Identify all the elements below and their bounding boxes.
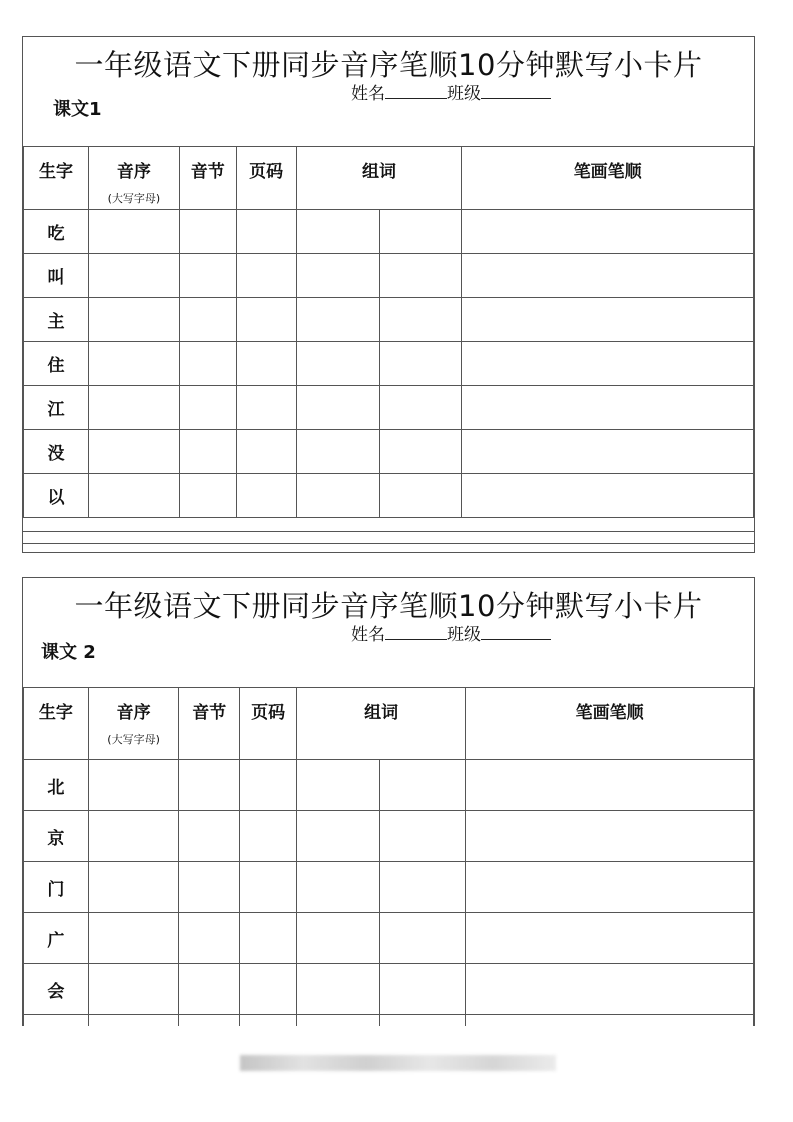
class-blank[interactable] [481,84,551,99]
order-cell[interactable] [88,760,179,811]
word-cell[interactable] [296,210,379,254]
char-cell: 吃 [24,210,89,254]
header-words: 组词 [297,688,466,760]
word-cell[interactable] [379,474,462,518]
char-cell: 北 [24,760,89,811]
table-row [24,862,754,913]
name-blank[interactable] [385,84,447,99]
strokes-cell[interactable] [462,254,754,298]
strokes-cell[interactable] [462,430,754,474]
strokes-cell[interactable] [462,386,754,430]
order-cell[interactable] [88,298,179,342]
footer-lines [23,517,754,553]
word-cell[interactable] [379,811,466,862]
char-cell: 住 [24,342,89,386]
header-char: 生字 [24,688,89,760]
syllable-cell[interactable] [179,210,236,254]
table-row [24,386,754,430]
word-cell[interactable] [296,474,379,518]
blurred-watermark [240,1055,556,1071]
strokes-cell[interactable] [462,298,754,342]
word-cell[interactable] [379,862,466,913]
word-cell[interactable] [296,342,379,386]
card-header [23,37,754,147]
name-blank[interactable] [385,625,447,640]
table-row [24,913,754,964]
header-order [88,688,179,760]
syllable-cell[interactable] [179,254,236,298]
char-cell: 广 [24,913,89,964]
page-cell[interactable] [240,862,297,913]
table-row [24,760,754,811]
divider [23,531,754,532]
word-cell[interactable] [379,430,462,474]
divider [23,543,754,544]
char-cell: 京 [24,811,89,862]
order-cell[interactable] [88,474,179,518]
table-row [24,811,754,862]
char-cell [24,1015,89,1027]
header-page: 页码 [236,147,296,210]
syllable-cell[interactable] [179,342,236,386]
char-cell: 叫 [24,254,89,298]
strokes-cell[interactable] [466,811,754,862]
card-title: 一年级语文下册同步音序笔顺10分钟默写小卡片 [74,589,703,623]
order-cell[interactable] [88,430,179,474]
table-row [24,254,754,298]
header-page: 页码 [240,688,297,760]
table-row [24,474,754,518]
strokes-cell[interactable] [466,913,754,964]
word-cell[interactable] [296,254,379,298]
page-cell[interactable] [236,430,296,474]
syllable-cell[interactable] [179,474,236,518]
page-cell[interactable] [236,298,296,342]
char-cell: 以 [24,474,89,518]
word-cell[interactable] [379,913,466,964]
order-cell[interactable] [88,811,179,862]
dictation-card-2 [22,577,755,1026]
word-cell[interactable] [296,430,379,474]
word-cell[interactable] [379,210,462,254]
table-row [24,342,754,386]
page-cell[interactable] [240,1015,297,1027]
word-cell[interactable] [379,386,462,430]
page-cell[interactable] [236,254,296,298]
char-cell: 主 [24,298,89,342]
lesson-label: 课文1 [53,99,102,120]
syllable-cell[interactable] [179,964,240,1015]
page-cell[interactable] [236,210,296,254]
strokes-cell[interactable] [462,474,754,518]
page-cell[interactable] [240,913,297,964]
syllable-cell[interactable] [179,430,236,474]
syllable-cell[interactable] [179,913,240,964]
word-cell[interactable] [379,342,462,386]
syllable-cell[interactable] [179,386,236,430]
header-strokes: 笔画笔顺 [462,147,754,210]
table-header-row [24,147,754,210]
lesson-label: 课文 2 [41,642,96,663]
word-cell[interactable] [379,1015,466,1027]
word-cell[interactable] [379,964,466,1015]
page-cell[interactable] [236,342,296,386]
word-cell[interactable] [296,298,379,342]
word-cell[interactable] [379,298,462,342]
char-cell: 江 [24,386,89,430]
word-cell[interactable] [379,254,462,298]
card-title: 一年级语文下册同步音序笔顺10分钟默写小卡片 [74,48,703,82]
page-cell[interactable] [240,811,297,862]
dictation-card-1 [22,36,755,553]
order-cell[interactable] [88,964,179,1015]
table-row [24,1015,754,1027]
header-words: 组词 [296,147,462,210]
strokes-cell[interactable] [462,342,754,386]
word-cell[interactable] [297,760,380,811]
order-cell[interactable] [88,210,179,254]
name-class-line [351,79,551,104]
char-cell: 会 [24,964,89,1015]
header-order-note: (大写字母) [107,192,161,205]
strokes-cell[interactable] [462,210,754,254]
strokes-cell[interactable] [466,760,754,811]
syllable-cell[interactable] [179,298,236,342]
char-cell: 没 [24,430,89,474]
class-blank[interactable] [481,625,551,640]
table-row [24,298,754,342]
word-cell[interactable] [379,760,466,811]
table-row [24,210,754,254]
order-cell[interactable] [88,1015,179,1027]
order-cell[interactable] [88,254,179,298]
strokes-cell[interactable] [466,1015,754,1027]
order-cell[interactable] [88,342,179,386]
header-syllable: 音节 [179,147,236,210]
syllable-cell[interactable] [179,1015,240,1027]
word-cell[interactable] [296,386,379,430]
page-cell[interactable] [240,964,297,1015]
header-char: 生字 [24,147,89,210]
header-strokes: 笔画笔顺 [466,688,754,760]
name-label: 姓名 [351,625,385,645]
table-row [24,964,754,1015]
word-cell[interactable] [297,862,380,913]
name-label: 姓名 [351,84,385,104]
header-order-label: 音序 [116,162,151,182]
page-cell[interactable] [236,474,296,518]
word-cell[interactable] [297,964,380,1015]
name-class-line [351,620,551,645]
page-cell[interactable] [236,386,296,430]
syllable-cell[interactable] [179,862,240,913]
header-syllable: 音节 [179,688,240,760]
dictation-table [23,146,754,518]
dictation-table [23,687,754,1026]
strokes-cell[interactable] [466,964,754,1015]
order-cell[interactable] [88,913,179,964]
page-cell[interactable] [240,760,297,811]
syllable-cell[interactable] [179,760,240,811]
table-header-row [24,688,754,760]
word-cell[interactable] [297,1015,380,1027]
table-row [24,430,754,474]
header-order-note: (大写字母) [107,733,160,746]
word-cell[interactable] [297,913,380,964]
card-header [23,578,754,688]
header-order-label: 音序 [116,703,151,723]
char-cell: 门 [24,862,89,913]
order-cell[interactable] [88,862,179,913]
class-label: 班级 [447,625,481,645]
strokes-cell[interactable] [466,862,754,913]
order-cell[interactable] [88,386,179,430]
header-order [88,147,179,210]
syllable-cell[interactable] [179,811,240,862]
word-cell[interactable] [297,811,380,862]
class-label: 班级 [447,84,481,104]
